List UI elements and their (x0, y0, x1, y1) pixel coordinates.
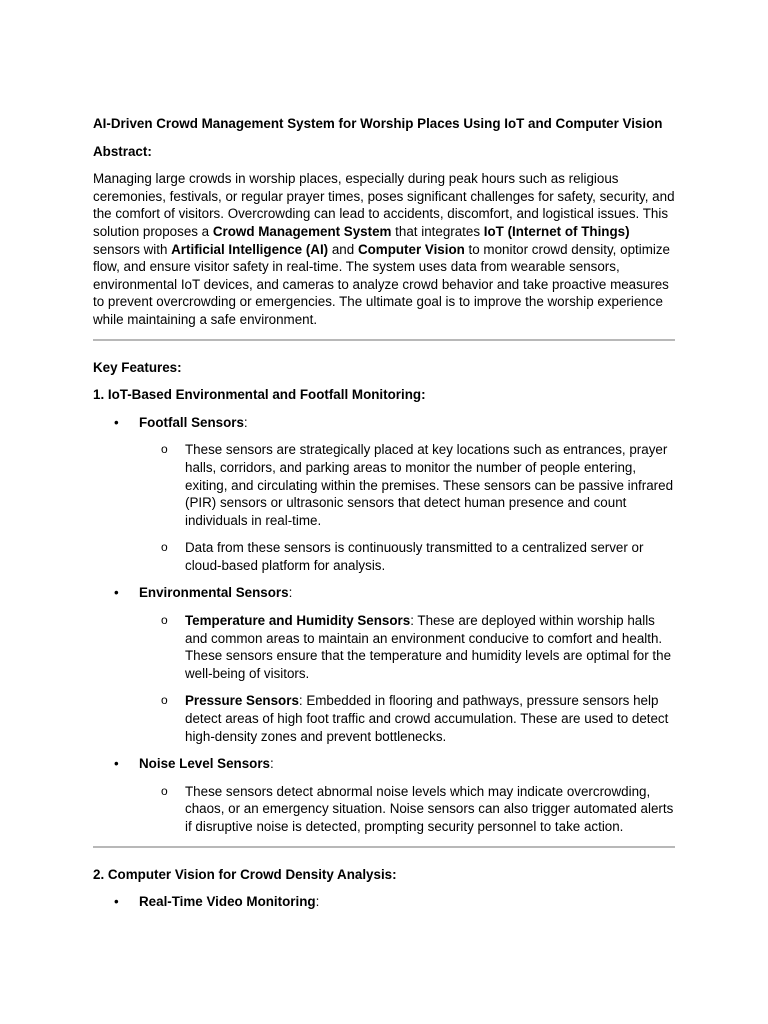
bullet-dot: • (114, 894, 119, 910)
sub-bullet-footfall-1: o These sensors are strategically placed at key locations such as entrances, prayer halls, corridors, and parking areas to monitor the number of people entering, exiting, and circulating within the premises. These sensors can be passive infrared (PIR) sensors or ultrasonic sensors that detect human presence and count individuals in real-time. (161, 442, 674, 528)
abstract-heading-text: Abstract: (93, 143, 152, 159)
sub-bullet-marker: o (161, 783, 168, 798)
sub-bullet-marker: o (161, 442, 168, 457)
horizontal-rule (93, 339, 675, 341)
bullet-dot: • (114, 756, 119, 772)
sub-bullet-footfall-2: o Data from these sensors is continuously transmitted to a centralized server or cloud-based platform for analysis. (161, 540, 644, 573)
sub-bullet-pressure-sensors: o Pressure Sensors: Embedded in flooring and pathways, pressure sensors help detect areas of high foot traffic and crowd accumulation. These are used to detect high-density zones and prevent bottlenecks. (161, 693, 669, 744)
bullet-dot: • (114, 585, 119, 601)
sub-bullet-marker: o (161, 693, 168, 708)
horizontal-rule (93, 846, 675, 848)
section-1-heading: 1. IoT-Based Environmental and Footfall Monitoring: (93, 387, 426, 403)
key-features-heading: Key Features: (93, 359, 182, 375)
document-body (93, 115, 675, 921)
bullet-dot: • (114, 414, 119, 430)
sub-bullet-marker: o (161, 613, 168, 628)
section-2-heading: 2. Computer Vision for Crowd Density Analysis: (93, 866, 397, 882)
bullet-real-time-video-monitoring: • Real-Time Video Monitoring: (114, 894, 320, 910)
document-title (93, 115, 675, 133)
bullet-footfall-sensors: • Footfall Sensors: (114, 414, 248, 430)
title-text: AI-Driven Crowd Management System for Worship Places Using IoT and Computer Vision (93, 116, 663, 131)
sub-bullet-temperature-humidity: o Temperature and Humidity Sensors: These are deployed within worship halls and common areas to maintain an environment conducive to comfort and health. These sensors ensure that the temperature and humidity levels are optimal for the well-being of visitors. (161, 613, 672, 681)
sub-bullet-marker: o (161, 540, 168, 555)
sub-bullet-noise-1: o These sensors detect abnormal noise levels which may indicate overcrowding, chaos, or an emergency situation. Noise sensors can also trigger automated alerts if disruptive noise is detected, prompting security personnel to take action. (161, 783, 674, 834)
abstract-heading (93, 143, 675, 161)
bullet-environmental-sensors: • Environmental Sensors: (114, 585, 293, 601)
bullet-noise-level-sensors: • Noise Level Sensors: (114, 756, 274, 772)
abstract-paragraph: Managing large crowds in worship places, especially during peak hours such as religious ceremonies, festivals, or regular prayer times, poses significant challenges for safety, security, and the comfort of visitors. Overcrowding can lead to accidents, discomfort, and logistical issues. This solution proposes a Crowd Management System that integrates IoT (Internet of Things) sensors with Artificial Intelligence (AI) and Computer Vision to monitor crowd density, optimize flow, and ensure visitor safety in real-time. The system uses data from wearable sensors, environmental IoT devices, and cameras to analyze crowd behavior and take proactive measures to prevent overcrowding or emergencies. The ultimate goal is to improve the worship experience while maintaining a safe environment. (93, 171, 675, 327)
